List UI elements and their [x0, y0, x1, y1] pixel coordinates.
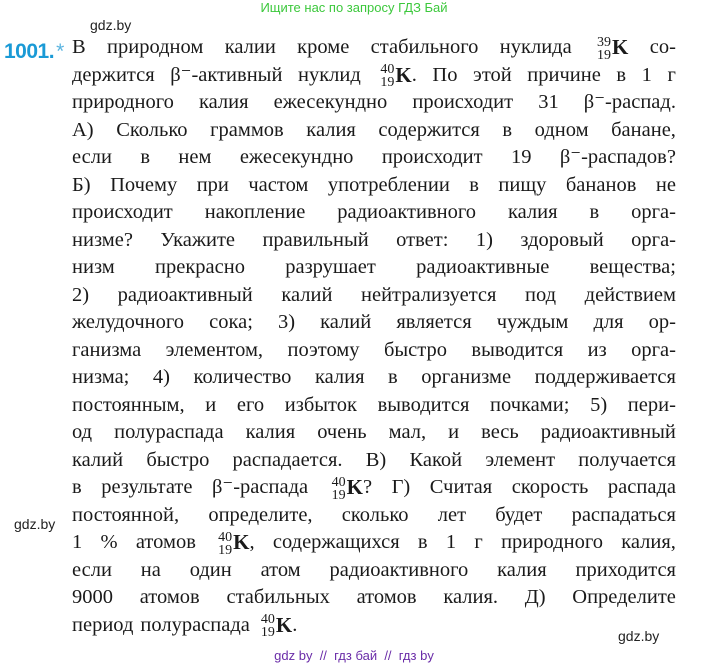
text-word: является [396, 311, 472, 333]
text-word: при [196, 173, 229, 196]
text-word: не [655, 173, 676, 196]
text-word: β⁻-распадов? [559, 146, 676, 168]
text-line [72, 419, 676, 447]
nuclide-numbers [332, 476, 346, 502]
text-word: радиоактивного [329, 558, 469, 581]
text-word: его [236, 393, 265, 416]
text-word: Д) [524, 586, 546, 608]
text-word: калия. [443, 586, 499, 608]
text-word: нуклид [297, 63, 361, 86]
text-word: ответ: [396, 228, 449, 251]
text-line [72, 89, 676, 117]
text-word: в [388, 366, 398, 388]
text-word: г [667, 63, 676, 86]
text-word: кроме [297, 36, 350, 58]
text-word: лет [437, 503, 467, 526]
text-line [72, 447, 676, 475]
text-line [72, 62, 676, 90]
text-word: атомов [139, 586, 200, 608]
text-line [72, 144, 676, 172]
text-word: разрушает [285, 256, 376, 278]
text-word: в [589, 201, 600, 223]
atomic-number: 19 [597, 47, 612, 63]
text-word: выводится [471, 338, 564, 361]
text-word: атомов [356, 586, 417, 608]
text-word: приходится [575, 558, 676, 581]
text-word: накопление [204, 201, 306, 223]
watermark: gdz.by [14, 516, 56, 532]
text-word: ежесекундно [239, 146, 354, 168]
text-word: стабильного [370, 36, 479, 58]
text-word: Укажите [160, 228, 236, 251]
text-word: в [140, 146, 150, 168]
text-word: одном [534, 118, 589, 141]
text-word: калия [245, 421, 296, 443]
watermark: gdz.by [618, 628, 660, 644]
text-line [72, 502, 676, 530]
text-word: атом [260, 558, 301, 581]
text-word: сколько [341, 503, 409, 526]
text-word: быстро [383, 338, 447, 361]
text-word: Почему [110, 173, 178, 196]
text-word: прекрасно [155, 256, 245, 278]
text-line [72, 117, 676, 145]
text-word: период [72, 613, 134, 636]
difficulty-star: * [56, 40, 64, 63]
text-word: организме [421, 366, 512, 388]
text-word: нуклида [499, 36, 572, 58]
atomic-number: 19 [331, 487, 346, 503]
text-word: происходит [412, 91, 514, 113]
text-word: β⁻-активный [170, 63, 283, 86]
atomic-number: 19 [380, 75, 395, 91]
text-word: содержащихся [272, 531, 400, 553]
text-word: орга- [631, 201, 676, 223]
text-word: 2) [72, 283, 90, 306]
element-symbol: K [395, 62, 412, 87]
text-word: орга- [631, 338, 676, 361]
nuclide-k [593, 34, 628, 62]
text-word: ежесекундно [273, 91, 388, 113]
text-word: калия, [621, 531, 676, 553]
text-word: полураспада [114, 421, 224, 443]
text-word: будет [495, 503, 543, 526]
text-word: нем [178, 146, 212, 168]
nuclide-k [328, 474, 372, 502]
text-line [72, 529, 676, 557]
text-word: на [140, 558, 161, 581]
text-word: % [100, 531, 118, 553]
text-word: нейтрализуется [361, 283, 497, 306]
text-word: происходит [381, 146, 483, 168]
text-word: результате [101, 476, 193, 498]
text-word: 5) [590, 393, 608, 416]
text-word: из [587, 338, 607, 361]
text-word: А) [72, 118, 94, 141]
mass-number: 40 [260, 612, 275, 628]
text-word: количество [193, 366, 292, 388]
text-word: В) [365, 448, 387, 471]
text-word: причине [527, 63, 601, 86]
text-word: Определите [572, 586, 676, 608]
text-word: постоянной, [72, 503, 180, 526]
problem-number-label: 1001. [4, 40, 55, 63]
text-word: низм [72, 256, 115, 278]
text-word: 1) [475, 228, 493, 251]
text-word: определите, [208, 503, 313, 526]
element-symbol: K [346, 475, 363, 499]
text-word: желудочного [72, 311, 185, 333]
text-word: калий [72, 448, 124, 471]
watermark: gdz.by [90, 17, 132, 33]
text-word: со- [649, 36, 676, 58]
text-word: мал, [388, 421, 427, 443]
text-word: для [593, 311, 624, 333]
text-word: природного [72, 91, 174, 113]
text-line [72, 337, 676, 365]
text-word: низме? [72, 228, 133, 251]
text-word: в [417, 531, 428, 553]
text-word: распадается. [232, 448, 343, 471]
text-word: г [474, 531, 483, 553]
text-word: употреблении [327, 173, 450, 196]
nuclide-numbers [597, 36, 611, 62]
text-word: пери- [627, 393, 676, 416]
text-word: держится [72, 63, 155, 86]
text-word: в [72, 476, 82, 498]
text-word: . [292, 613, 298, 636]
text-word: избыток [284, 393, 357, 416]
text-word: природном [107, 36, 204, 58]
text-word: радиоактивный [117, 283, 253, 306]
text-word: поэтому [287, 338, 360, 361]
text-line [72, 254, 676, 282]
text-line [72, 227, 676, 255]
text-word: 9000 [72, 586, 113, 608]
text-word: калий [320, 311, 372, 333]
text-line [72, 392, 676, 420]
text-word: радиоактивного [337, 201, 477, 223]
text-word: калий [281, 283, 333, 306]
nuclide-k [214, 529, 254, 557]
text-word: 3) [277, 311, 296, 333]
text-word: ор- [648, 311, 676, 333]
text-word: . [411, 63, 417, 86]
mass-number: 40 [218, 529, 233, 545]
text-word: поддерживается [534, 366, 676, 388]
atomic-number: 19 [218, 542, 233, 558]
nuclide-k [376, 62, 416, 90]
text-word: этой [473, 63, 512, 86]
text-word: в [469, 173, 479, 196]
text-word: калии [224, 36, 276, 58]
text-line [72, 557, 676, 585]
text-word: весь [481, 421, 519, 443]
text-line [72, 584, 676, 612]
problem-number [4, 40, 64, 64]
text-word: Какой [409, 448, 463, 471]
text-word: По [432, 63, 458, 86]
text-word: ганизма [72, 338, 142, 361]
text-word: выводится [377, 393, 470, 416]
text-word: 19 [510, 146, 532, 168]
text-word: постоянным, [72, 393, 185, 416]
text-word: один [189, 558, 232, 581]
top-banner[interactable]: Ищите нас по запросу ГДЗ Бай [260, 0, 448, 15]
text-line [72, 309, 676, 337]
text-word: калия [507, 201, 558, 223]
problem-text [72, 34, 676, 639]
text-line [72, 364, 676, 392]
text-word: 1 [641, 63, 652, 86]
text-word: 1 [72, 531, 83, 553]
text-word: элементом, [165, 338, 264, 361]
text-word: получается [578, 448, 676, 471]
text-word: , [249, 531, 255, 553]
text-word: и [205, 393, 217, 416]
text-word: частом [248, 173, 309, 196]
text-word: калия [306, 118, 356, 141]
text-word: Сколько [116, 118, 188, 141]
text-word: бананов [565, 173, 637, 196]
text-word: калия [199, 91, 249, 113]
text-word: стабильных [226, 586, 330, 608]
text-word: в [616, 63, 627, 86]
text-word: Г) [391, 476, 411, 498]
text-word: чуждым [496, 311, 569, 333]
text-word: калия [314, 366, 365, 388]
text-line [72, 34, 676, 62]
text-word: в [502, 118, 513, 141]
text-word: ? [362, 476, 373, 498]
mass-number: 40 [380, 62, 395, 78]
text-word: В [72, 36, 86, 58]
text-word: под [525, 283, 557, 306]
text-word: β⁻-распад. [583, 91, 676, 113]
text-word: действием [584, 283, 676, 306]
text-word: происходит [72, 201, 173, 223]
text-word: быстро [146, 448, 210, 471]
text-word: скорость [511, 476, 589, 498]
text-word: Считая [429, 476, 493, 498]
bottom-banner[interactable]: gdz by // гдз бай // гдз by [274, 648, 434, 663]
text-word: банане, [611, 118, 676, 141]
text-line [72, 612, 297, 640]
text-word: элемент [485, 448, 556, 471]
nuclide-numbers [218, 531, 232, 557]
text-word: если [72, 558, 112, 581]
text-word: 1 [445, 531, 457, 553]
mass-number: 40 [331, 474, 346, 490]
text-word: и [448, 421, 460, 443]
text-word: полураспада [140, 613, 250, 636]
text-word: радиоактивные [416, 256, 550, 278]
text-word: содержится [378, 118, 480, 141]
text-word: вещества; [589, 256, 676, 278]
element-symbol: K [612, 35, 629, 59]
text-word: β⁻-распада [211, 476, 309, 498]
text-line [72, 282, 676, 310]
text-word: атомов [135, 531, 196, 553]
text-word: 4) [152, 366, 170, 388]
element-symbol: K [233, 530, 250, 554]
text-word: природного [501, 531, 603, 553]
text-word: почками; [490, 393, 570, 416]
text-word: граммов [210, 118, 284, 141]
text-word: 31 [538, 91, 559, 113]
text-word: распадаться [571, 503, 676, 526]
text-line [72, 172, 676, 200]
text-line [72, 474, 676, 502]
text-word: калия [497, 558, 547, 581]
mass-number: 39 [597, 34, 612, 50]
text-word: Б) [72, 173, 91, 196]
atomic-number: 19 [260, 625, 275, 641]
text-word: пищу [498, 173, 547, 196]
nuclide-k [257, 612, 297, 640]
text-word: орга- [631, 228, 676, 251]
text-word: очень [317, 421, 367, 443]
text-word: распада [607, 476, 676, 498]
text-word: правильный [262, 228, 369, 251]
nuclide-numbers [261, 613, 275, 639]
element-symbol: K [275, 612, 293, 637]
text-word: здоровый [520, 228, 604, 251]
nuclide-numbers [380, 63, 394, 89]
text-word: сока; [209, 311, 253, 333]
text-line [72, 199, 676, 227]
text-word: низма; [72, 366, 130, 388]
text-word: од [72, 421, 93, 443]
text-word: радиоактивный [540, 421, 676, 443]
text-word: если [72, 146, 112, 168]
